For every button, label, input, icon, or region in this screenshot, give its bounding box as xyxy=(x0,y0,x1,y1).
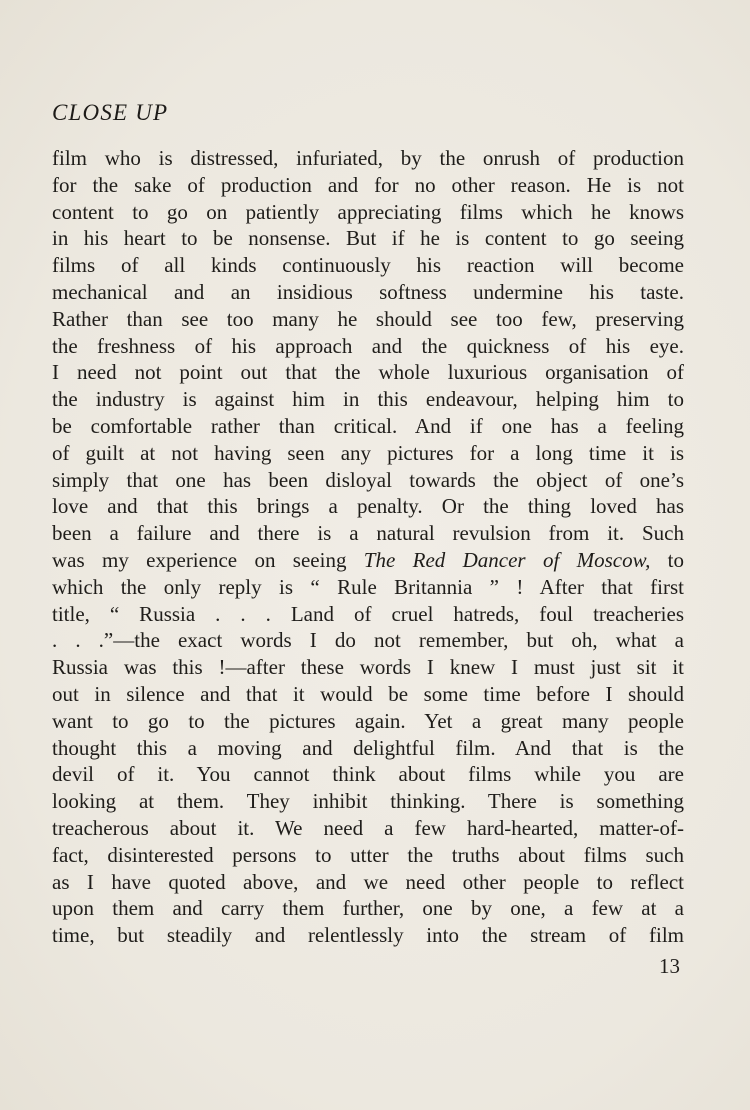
text-line: . . .”—the exact words I do not remember, but oh, what a xyxy=(52,628,684,653)
text-line: thought this a moving and delightful film. And that is the xyxy=(52,735,684,760)
text-line: treacherous about it. We need a few hard-hearted, matter-of- xyxy=(52,815,684,840)
text-line: been a failure and there is a natural revulsion from it. Such xyxy=(52,521,684,546)
text-line: time, but steadily and relentlessly into the stream of film xyxy=(52,923,684,948)
text-line: want to go to the pictures again. Yet a great many people xyxy=(52,708,684,733)
text-line: film who is distressed, infuriated, by the onrush of production xyxy=(52,146,684,170)
text-line: the freshness of his approach and the quickness of his eye. xyxy=(52,333,684,358)
text-line: mechanical and an insidious softness undermine his taste. xyxy=(52,279,684,304)
text-line: fact, disinterested persons to utter the truths about films such xyxy=(52,842,684,867)
text-line: of guilt at not having seen any pictures for a long time it is xyxy=(52,440,684,465)
text-line: I need not point out that the whole luxurious organisation of xyxy=(52,360,684,385)
text-line: films of all kinds continuously his reaction will become xyxy=(52,253,684,278)
text-line: as I have quoted above, and we need other people to reflect xyxy=(52,869,684,894)
text-line: simply that one has been disloyal towards the object of one’s xyxy=(52,467,684,492)
text-line: looking at them. They inhibit thinking. There is something xyxy=(52,789,684,814)
line-segment: was my experience on seeing xyxy=(52,547,364,572)
text-line: Rather than see too many he should see too few, preserving xyxy=(52,306,684,331)
text-line: for the sake of production and for no other reason. He is not xyxy=(52,172,684,197)
text-line: Russia was this !—after these words I knew I must just sit it xyxy=(52,655,684,680)
text-line: content to go on patiently appreciating films which he knows xyxy=(52,199,684,224)
text-line: in his heart to be nonsense. But if he is content to go seeing xyxy=(52,226,684,251)
text-line: title, “ Russia . . . Land of cruel hatreds, foul treacheries xyxy=(52,601,684,626)
text-line: love and that this brings a penalty. Or the thing loved has xyxy=(52,494,684,519)
page-number: 13 xyxy=(659,954,680,978)
body-text xyxy=(52,145,684,949)
text-line: the industry is against him in this endeavour, helping him to xyxy=(52,387,684,412)
film-title: The Red Dancer of Moscow, xyxy=(363,547,651,572)
text-line-with-film-title xyxy=(52,547,684,574)
text-line: out in silence and that it would be some time before I should xyxy=(52,681,684,706)
text-line: be comfortable rather than critical. And if one has a feeling xyxy=(52,413,684,438)
text-line: upon them and carry them further, one by one, a few at a xyxy=(52,896,684,921)
text-line: devil of it. You cannot think about films while you are xyxy=(52,762,684,787)
line-segment: to xyxy=(650,547,684,572)
running-head: CLOSE UP xyxy=(52,100,169,125)
text-line: which the only reply is “ Rule Britannia ” ! After that first xyxy=(52,574,684,599)
